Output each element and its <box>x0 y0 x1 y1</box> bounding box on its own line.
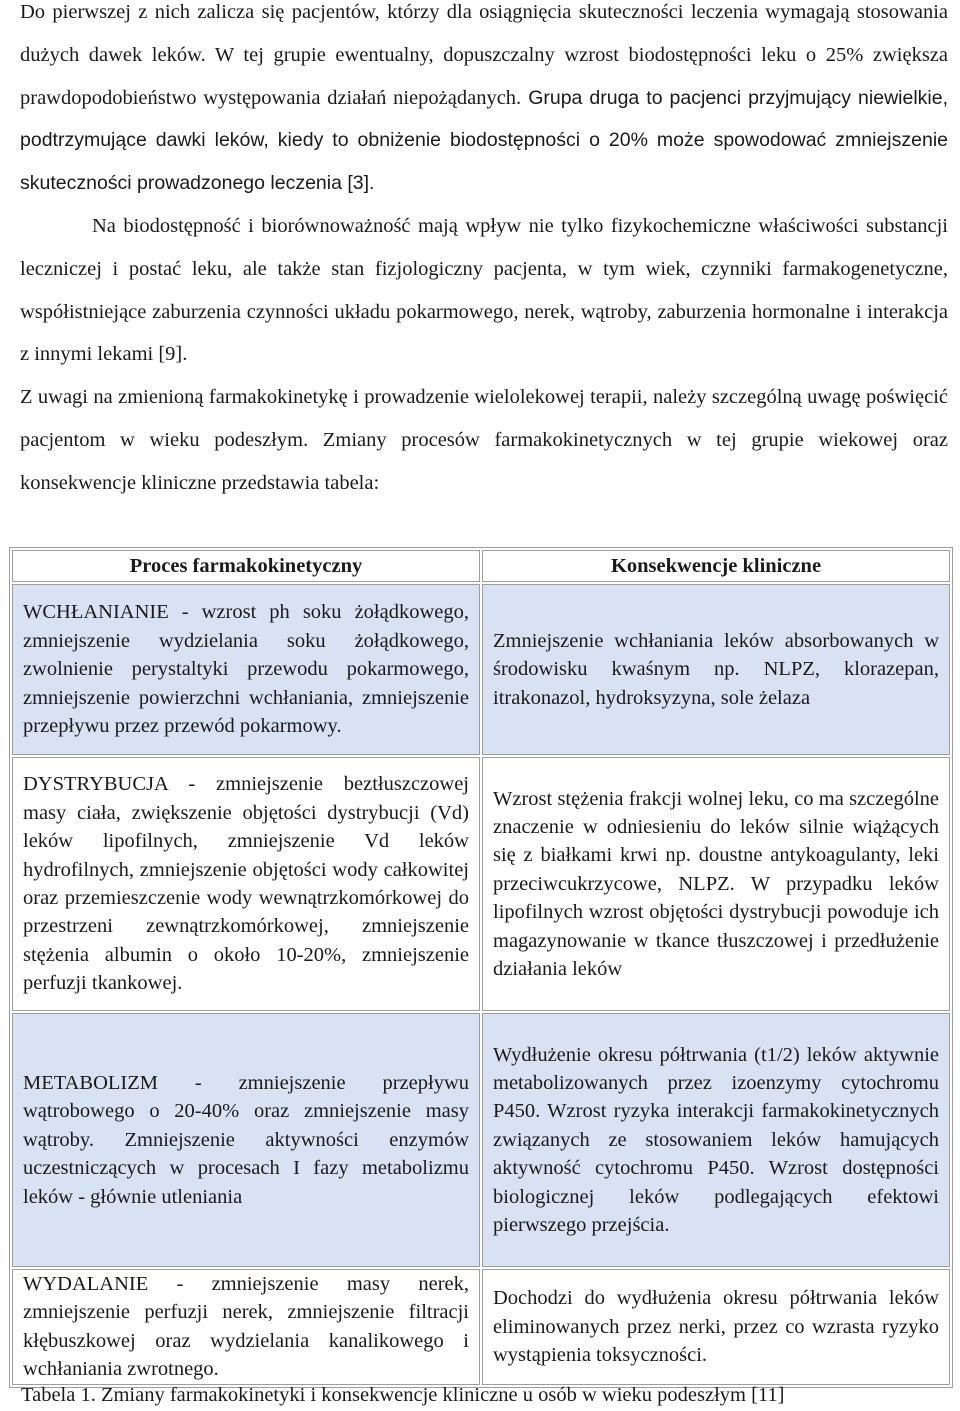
paragraph-3: Z uwagi na zmienioną farmakokinetykę i prowadzenie wielolekowej terapii, należy szczególną uwagę poświęcić pacjentom w wieku podeszłym. Zmiany procesów farmakokinetycznych w tej grupie wiekowej oraz konsekwencje kliniczne przedstawia tabela: <box>20 386 948 494</box>
consequence-cell: Wzrost stężenia frakcji wolnej leku, co ma szczególne znaczenie w odniesieniu do leków silnie wiążących się z białkami krwi np. doustne antykoagulanty, leki przeciwcukrzycowe, NLPZ. W przypadku leków lipofilnych wzrost objętości dystrybucji powoduje ich magazynowanie w tkance tłuszczowej i przedłużenie działania leków <box>482 757 950 1011</box>
process-cell: WYDALANIE - zmniejszenie masy nerek, zmniejszenie perfuzji nerek, zmniejszenie filtracji kłębuszkowej oraz wydzielania kanalikowego i wchłaniania zwrotnego. <box>12 1269 480 1385</box>
paragraph-2: Na biodostępność i biorównoważność mają wpływ nie tylko fizykochemiczne właściwości substancji leczniczej i postać leku, ale także stan fizjologiczny pacjenta, w tym wiek, czynniki farmakogenetyczne, współistniejące zaburzenia czynności układu pokarmowego, nerek, wątroby, zaburzenia hormonalne i interakcja z innymi lekami [9]. <box>20 214 948 366</box>
process-cell: DYSTRYBUCJA - zmniejszenie beztłuszczowej masy ciała, zwiększenie objętości dystrybucji (Vd) leków lipofilnych, zmniejszenie Vd leków hydrofilnych, zmniejszenie objętości wody całkowitej oraz przemieszczenie wody wewnątrzkomórkowej do przestrzeni zewnątrzkomórkowej, zmniejszenie stężenia albumin o około 10-20%, zmniejszenie perfuzji tkankowej. <box>12 757 480 1011</box>
table-row <box>12 1269 950 1385</box>
paragraph-1 <box>20 0 948 205</box>
consequence-cell: Zmniejszenie wchłaniania leków absorbowanych w środowisku kwaśnym np. NLPZ, klorazepan, itrakonazol, hydroksyzyna, sole żelaza <box>482 584 950 755</box>
consequence-cell: Wydłużenie okresu półtrwania (t1/2) leków aktywnie metabolizowanych przez izoenzymy cytochromu P450. Wzrost ryzyka interakcji farmakokinetycznych związanych ze stosowaniem leków hamujących aktywność cytochromu P450. Wzrost dostępności biologicznej leków podlegających efektowi pierwszego przejścia. <box>482 1013 950 1267</box>
process-cell: METABOLIZM - zmniejszenie przepływu wątrobowego o 20-40% oraz zmniejszenie masy wątroby. Zmniejszenie aktywności enzymów uczestniczących w procesach I fazy metabolizmu leków - głównie utleniania <box>12 1013 480 1267</box>
header-consequences: Konsekwencje kliniczne <box>482 550 950 582</box>
pharmacokinetics-table <box>9 547 953 1388</box>
table-header-row <box>12 550 950 582</box>
document-body <box>20 0 948 505</box>
paragraph-1-part-b: Grupa druga to pacjenci przyjmujący niewielkie, podtrzymujące dawki leków, kiedy to obniżenie biodostępności o 20% może spowodować zmniejszenie skuteczności prowadzonego leczenia [3]. <box>20 86 949 195</box>
paragraph-1-part-a: Do pierwszej z nich zalicza się pacjentów, którzy dla osiągnięcia skuteczności leczenia wymagają stosowania dużych dawek leków. W tej grupie ewentualny, dopuszczalny wzrost biodostępności leku o 25% zwiększa prawdopodobieństwo występowania działań niepożądanych. <box>20 1 948 109</box>
header-process: Proces farmakokinetyczny <box>12 550 480 582</box>
table-row <box>12 584 950 755</box>
table-row <box>12 1013 950 1267</box>
process-cell: WCHŁANIANIE - wzrost ph soku żołądkowego, zmniejszenie wydzielania soku żołądkowego, zwolnienie perystaltyki przewodu pokarmowego, zmniejszenie powierzchni wchłaniania, zmniejszenie przepływu przez przewód pokarmowy. <box>12 584 480 755</box>
table-row <box>12 757 950 1011</box>
table-caption: Tabela 1. Zmiany farmakokinetyki i konsekwencje kliniczne u osób w wieku podeszłym [11] <box>21 1384 785 1406</box>
consequence-cell: Dochodzi do wydłużenia okresu półtrwania leków eliminowanych przez nerki, przez co wzrasta ryzyko wystąpienia toksyczności. <box>482 1269 950 1385</box>
